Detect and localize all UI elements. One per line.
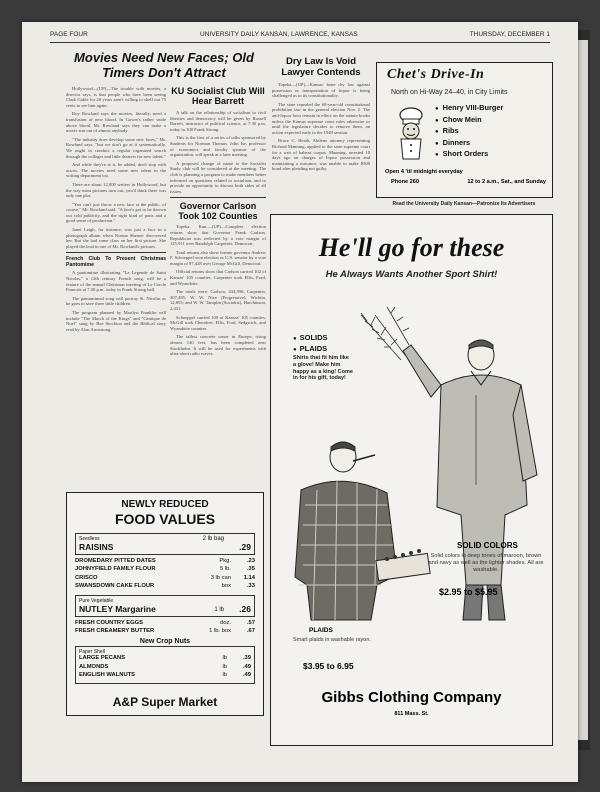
price-row [75,558,255,566]
item-unit: 1 lb. box [209,627,231,634]
item-name: SWANSDOWN CAKE FLOUR [75,583,155,590]
movies-paragraph: Roy Rowland says the movies, literally, need a transfusion of new blood. In Gower's rather snide above blood, Mr. Rowland says they can make a movie star out of almost anybody. [66,111,166,134]
issue-date: THURSDAY, DECEMBER 1 [469,31,550,38]
chets-title: Chet's Drive-In [387,67,485,82]
french-paragraph: The pantomimed song will portray St. Nicolas as he goes to save three little children. [66,295,166,307]
nutley-note: Pure Vegetable [79,597,114,604]
plaids-description: Smart plaids in washable rayon. [293,637,371,643]
item-price: .35 [246,566,255,573]
raisins-box [75,533,255,555]
nutley-box [75,595,255,617]
gibbs-headline: He'll go for these [318,233,505,262]
style-bullets [293,333,328,355]
drylaw-headline: Dry Law Is Void Lawyer Contends [281,56,361,78]
nuts-box [75,646,255,683]
nutley-price: .26 [239,603,251,614]
gibbs-address: 811 Mass. St. [394,711,429,717]
bullet-solids: ● SOLIDS [293,333,328,344]
chets-menu-list [435,103,503,161]
chets-hours: Open 4 'til midnight everyday [385,169,463,175]
movies-body [66,86,166,335]
carlson-paragraph: The totals were: Carlson, 433,396; Carpenter, 307,485; W. W. Nice (Progressive), Wichita, 12,855; and W. W. Tamplin (Socialist), Hutchinson, 2,431. [170,289,266,312]
price-row [79,672,251,680]
carlson-paragraph: The tallest concrete tower in Europe, rising almost 140 feet, has been completed near Stockholm. It will be used for experiments with ultra-short radio waves. [170,334,266,357]
price-row [75,620,255,628]
plaids-price: $3.95 to 6.95 [303,661,354,671]
item-unit: Pkg. [219,558,231,564]
item-unit: lb [222,663,227,670]
item-unit: lb [222,655,227,662]
nutley-unit: 1 lb [214,606,224,613]
movies-headline: Movies Need New Faces; Old Timers Don't Attract [74,50,254,80]
price-row [79,664,251,672]
item-price: .39 [242,655,251,662]
item-name: DROMEDARY PITTED DATES [75,558,156,564]
item-name: ENGLISH WALNUTS [79,672,136,679]
chets-phone: Phone 260 [391,179,419,185]
ap-super-market-ad [66,492,264,716]
gibbs-store-name: Gibbs Clothing Company [321,689,502,706]
page-header [50,30,550,43]
carlson-paragraph: Topeka, Kan.—(UP)—Complete election returns show that Governor Frank Carlson, Republican was reelected by a vote margin of 125,911 over Randolph Carpenter, Democrat. [170,224,266,247]
movies-paragraph: Hollywood—(UP)—The trouble with movies, a director says, is that people who have been seeing Clark Gable for 20 years aren't willing to shell out 75 cents to see him again. [66,86,166,108]
price-row [75,575,255,583]
item-price: .33 [246,583,255,590]
column-ku [170,86,266,360]
plaids-label: PLAIDS [309,627,333,634]
item-price: .67 [246,627,255,634]
shirt-illustration [291,285,541,625]
paper-name: UNIVERSITY DAILY KANSAN, LAWRENCE, KANSAS [200,31,358,38]
item-name: FRESH COUNTRY EGGS [75,619,143,626]
item-name: FRESH CREAMERY BUTTER [75,627,155,634]
chets-menu-item: ● Dinners [435,138,503,150]
chef-icon [395,107,427,163]
carlson-paragraph: Official returns show that Carlson carried 102 of Kansas' 105 counties. Carpenter took Ellis, Ford, and Wyandotte. [170,269,266,286]
column-movies [66,50,254,80]
raisins-note: Seedless [79,536,100,542]
page-number: PAGE FOUR [50,31,88,38]
item-price: .57 [246,619,255,626]
carlson-headline: Governor Carlson Took 102 Counties [178,201,258,222]
item-price: .23 [246,558,255,564]
ku-paragraph: A proposed change of name to the Socialist Study club will be considered at the meeting. The club is planning a program to make members better informed on questions related to socialism, and to provide an opportunity to discuss both sides of all issues. [170,160,266,194]
french-paragraph: A pantomime illustrating "La Legende de Saint Nicolas," a 12th century French song, will be a feature of the annual Christmas meeting of Le Cercle Francais at 7:30 p.m. today in Frank Strong hall. [66,270,166,293]
raisins-name: RAISINS [79,542,114,552]
ap-title-top: NEWLY REDUCED [121,499,209,510]
price-row [75,566,255,574]
chets-weekend-hours: 12 to 2 a.m., Sat., and Sunday [467,179,546,185]
solid-colors-label: SOLID COLORS [457,541,518,550]
drylaw-paragraph: The state repealed the 68-year-old constitutional prohibition law in the general election Nov. 2. The anti-liquor laws remain in effect on the statute books unless the Kansas supreme court rules otherwise or until the legislature decides to remove them, an action expected early in the 1949 session. [272,101,370,135]
item-unit: 3 lb can [210,574,231,581]
ku-paragraph: A talk on the relationship of socialism to civil liberties and democracy will be given by Russell Barrett, instructor of political science, at 7:30 p.m. today in 108 Frank Strong. [170,110,266,132]
nuts-note: Paper Shell [79,649,105,656]
gibbs-clothing-ad [270,214,553,746]
advertisers-note: Read the University Daily Kansan—Patronize Its Advertisers [392,201,536,207]
price-row [75,628,255,636]
bullet-plaids: ● PLAIDS [293,344,328,355]
solid-colors-price: $2.95 to $5.95 [439,587,498,597]
item-price: .49 [242,663,251,670]
french-headline: French Club To Present Christmas Pantomime [66,256,166,269]
item-name: LARGE PECANS [79,655,126,662]
seated-man [295,442,430,620]
nutley-name: NUTLEY Margarine [79,603,156,614]
item-price: 1.14 [243,574,255,581]
chets-menu-item: ● Short Orders [435,149,503,161]
item-price: .49 [242,672,251,679]
chets-menu-item: ● Chow Mein [435,115,503,127]
movies-paragraph: There are about 12,000 writers in Hollywood, but the way most pictures turn out, you'd think there was only one plot. [66,181,166,199]
movies-paragraph: Janet Leigh, for instance, was just a face in a photograph album when Norma Shearer discovered her. But she had some class on her first picture. She played the lead in one of Mr. Rowland's pictures. [66,227,166,249]
chets-drive-in-ad [376,62,553,198]
ap-title-main: FOOD VALUES [114,511,216,527]
ap-price-list [75,533,255,687]
item-name: CRISCO [75,574,98,581]
gibbs-pitch: Shirts that fit him like a glove! Make him happy as a king! Come in for his gift, today! [293,355,353,382]
carlson-paragraph: Schoeppel carried 100 of Kansas' 105 counties. McGill took Cherokee, Ellis, Ford, Sedgwick, and Wyandotte counties. [170,314,266,331]
item-unit: box [221,583,231,590]
movies-paragraph: "You can't just throw a new face at the public, of course," Mr. Rowland said. "A face's got to be thrown out cold publicity, and the right kind of parts and a good sense of production." [66,201,166,224]
standing-man [403,340,537,620]
raisins-unit: 2 lb bag [202,536,224,542]
chets-menu-item: ● Ribs [435,126,503,138]
drylaw-paragraph: Bruce C. Heath, Abilene attorney representing Richard Manning, applied to the state supreme court for a writ of habeas corpus. Manning, arrested 10 days ago on charges of liquor possession and maintaining a nuisance, was unable to make $500 bond after pleading not guilty. [272,138,370,172]
raisins-price: .29 [239,542,251,552]
nuts-section-title: New Crop Nuts [139,638,191,646]
price-row [79,655,251,663]
divider [170,197,266,198]
divider [66,252,166,253]
solid-colors-description: Solid colors in deep tones of maroon, brown and navy as well as the lighter shades. All are washable. [428,553,544,573]
movies-paragraph: "The industry does develop some new faces," Mr. Rowland says, "but we don't go at it systematically. We ought to conduct a regular organized search through the colleges and little theaters for new talent." [66,136,166,159]
item-name: JOHNYFIELD FAMILY FLOUR [75,566,156,573]
chets-subtitle: North on Hi-Way 24–40, in City Limits [391,89,508,96]
gibbs-subline: He Always Wants Another Sport Shirt! [325,269,498,280]
item-unit: lb [222,672,227,679]
item-name: ALMONDS [79,663,109,670]
price-row [75,583,255,591]
ku-headline: KU Socialist Club Will Hear Barrett [171,86,265,106]
french-paragraph: The program planned by Marilyn Franklin will include "The March of the Kings" and "Cantique de Noel" sung by Bea Stockton and the Biblical story read by Alan Armstrong. [66,310,166,332]
ap-store-name: A&P Super Market [112,695,218,709]
chets-menu-item: ● Henry VIII-Burger [435,103,503,115]
movies-paragraph: And while they're at it, he added, don't stop with actors. The movies need some new talent in the writing department too. [66,162,166,179]
column-drylaw [272,56,370,175]
drylaw-paragraph: Topeka—(UP)—Kansas' bone dry law against possession or transportation of liquor is being challenged as to its constitutionality. [272,82,370,99]
ku-paragraph: This is the first of a series of talks sponsored by Students for Norman Thomas. John Ise, professor of economics and faculty sponsor of the organization, will speak at a later meeting. [170,135,266,158]
item-unit: doz. [220,619,231,626]
item-unit: 5 lb. [220,566,231,573]
carlson-paragraph: Total returns also show former governor Andrew F. Schoeppel won election as U.S. senator by a vote margin of 97,428 over George McGill, Democrat. [170,249,266,266]
